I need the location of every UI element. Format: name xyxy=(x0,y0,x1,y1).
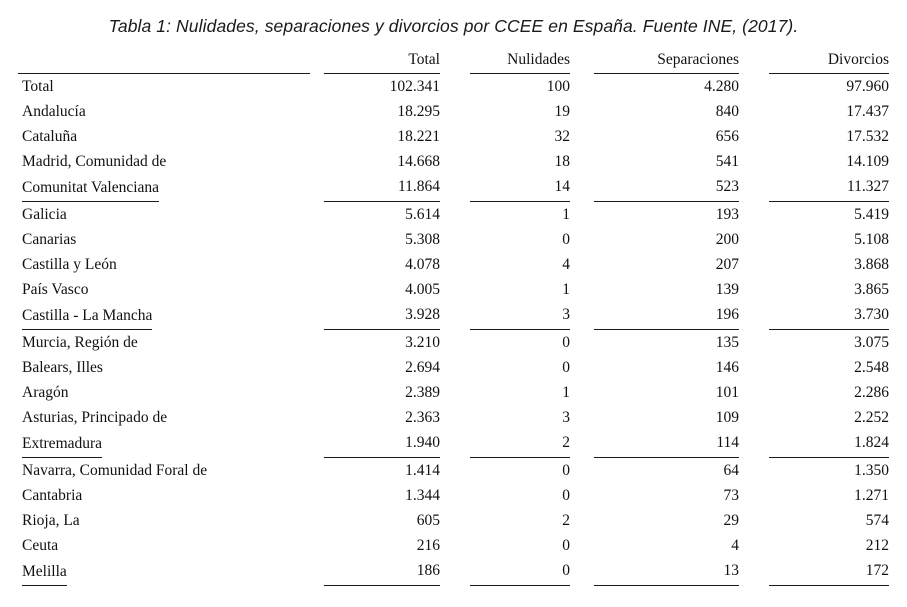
row-gap-3 xyxy=(570,277,594,302)
row-gap-4 xyxy=(739,149,769,174)
table-row xyxy=(18,149,889,174)
cell-total xyxy=(324,302,440,330)
row-gap-3 xyxy=(570,355,594,380)
cell-total xyxy=(324,430,440,458)
cell-divorcios: 2.286 xyxy=(854,384,889,401)
cell-total: 3.210 xyxy=(405,334,440,351)
row-gap-2 xyxy=(440,74,470,100)
cell-divorcios: 2.252 xyxy=(854,409,889,426)
cell-divorcios xyxy=(769,558,889,586)
row-gap-4 xyxy=(739,508,769,533)
row-gap-1 xyxy=(310,330,324,355)
cell-divorcios: 574 xyxy=(865,512,889,529)
row-label: Castilla y León xyxy=(22,256,117,273)
row-gap-1 xyxy=(310,74,324,100)
row-gap-2 xyxy=(440,227,470,252)
cell-divorcios xyxy=(769,302,889,330)
row-gap-1 xyxy=(310,458,324,483)
row-gap-4 xyxy=(739,355,769,380)
cell-separaciones: 207 xyxy=(715,256,739,273)
cell-total xyxy=(324,174,440,202)
table-row xyxy=(18,99,889,124)
cell-divorcios: 17.532 xyxy=(846,128,889,145)
row-gap-3 xyxy=(570,405,594,430)
row-gap-4 xyxy=(739,558,769,586)
row-gap-4 xyxy=(739,277,769,302)
row-gap-3 xyxy=(570,252,594,277)
cell-nulidades: 100 xyxy=(546,78,570,95)
table-caption: Tabla 1: Nulidades, separaciones y divorcios por CCEE en España. Fuente INE, (2017). xyxy=(108,16,799,36)
cell-separaciones: 101 xyxy=(715,384,739,401)
cell-total: 2.389 xyxy=(405,384,440,401)
row-label xyxy=(18,302,310,330)
cell-nulidades xyxy=(470,174,570,202)
cell-nulidades: 19 xyxy=(554,103,570,120)
cell-separaciones: 139 xyxy=(715,281,739,298)
row-gap-2 xyxy=(440,483,470,508)
cell-separaciones: 840 xyxy=(715,103,739,120)
cell-nulidades-text: 2 xyxy=(470,430,570,458)
row-gap-4 xyxy=(739,124,769,149)
table-row xyxy=(18,202,889,227)
cell-nulidades: 2 xyxy=(562,512,570,529)
row-gap-4 xyxy=(739,330,769,355)
row-gap-1 xyxy=(310,302,324,330)
row-gap-1 xyxy=(310,355,324,380)
cell-divorcios: 3.868 xyxy=(854,256,889,273)
header-row xyxy=(18,51,889,73)
table-row xyxy=(18,74,889,100)
row-gap-2 xyxy=(440,508,470,533)
row-gap-4 xyxy=(739,74,769,100)
cell-divorcios: 1.350 xyxy=(854,462,889,479)
cell-total: 5.308 xyxy=(405,231,440,248)
table-row xyxy=(18,508,889,533)
table-row xyxy=(18,302,889,330)
cell-separaciones: 73 xyxy=(723,487,739,504)
table-row xyxy=(18,355,889,380)
cell-nulidades: 1 xyxy=(562,384,570,401)
row-gap-2 xyxy=(440,380,470,405)
row-gap-1 xyxy=(310,202,324,227)
row-gap-2 xyxy=(440,149,470,174)
cell-separaciones: 193 xyxy=(715,206,739,223)
row-gap-4 xyxy=(739,227,769,252)
cell-nulidades: 32 xyxy=(554,128,570,145)
cell-nulidades: 0 xyxy=(562,359,570,376)
cell-separaciones: 29 xyxy=(723,512,739,529)
cell-divorcios-text: 172 xyxy=(769,558,889,586)
cell-nulidades xyxy=(470,558,570,586)
table-row xyxy=(18,124,889,149)
cell-total: 102.341 xyxy=(389,78,440,95)
cell-total: 18.221 xyxy=(397,128,440,145)
cell-separaciones: 4 xyxy=(731,537,739,554)
cell-divorcios xyxy=(769,174,889,202)
cell-total-text: 1.940 xyxy=(324,430,440,458)
row-gap-1 xyxy=(310,99,324,124)
column-header-total: Total xyxy=(408,51,440,68)
row-gap-4 xyxy=(739,302,769,330)
column-header-separaciones: Separaciones xyxy=(657,51,739,68)
cell-separaciones: 541 xyxy=(715,153,739,170)
row-label: Murcia, Región de xyxy=(22,334,138,351)
cell-nulidades: 1 xyxy=(562,281,570,298)
cell-nulidades: 0 xyxy=(562,487,570,504)
row-gap-4 xyxy=(739,252,769,277)
table-row xyxy=(18,174,889,202)
row-label: Total xyxy=(22,78,54,95)
cell-divorcios: 2.548 xyxy=(854,359,889,376)
cell-total: 5.614 xyxy=(405,206,440,223)
row-gap-2 xyxy=(440,405,470,430)
table-row xyxy=(18,227,889,252)
cell-separaciones: 135 xyxy=(715,334,739,351)
cell-divorcios: 212 xyxy=(865,537,889,554)
row-gap-1 xyxy=(310,533,324,558)
row-gap-4 xyxy=(739,380,769,405)
row-gap-2 xyxy=(440,533,470,558)
divorce-statistics-table xyxy=(18,51,889,586)
cell-total: 216 xyxy=(416,537,440,554)
cell-total: 14.668 xyxy=(397,153,440,170)
cell-total: 2.694 xyxy=(405,359,440,376)
row-gap-1 xyxy=(310,149,324,174)
cell-nulidades: 0 xyxy=(562,537,570,554)
row-gap-4 xyxy=(739,174,769,202)
table-row xyxy=(18,483,889,508)
row-gap-1 xyxy=(310,227,324,252)
cell-separaciones xyxy=(594,302,739,330)
cell-total: 2.363 xyxy=(405,409,440,426)
row-gap-2 xyxy=(440,202,470,227)
cell-nulidades-text: 3 xyxy=(470,302,570,330)
row-gap-3 xyxy=(570,124,594,149)
column-header-divorcios: Divorcios xyxy=(827,51,889,68)
cell-nulidades: 3 xyxy=(562,409,570,426)
row-label: Aragón xyxy=(22,384,69,401)
row-label: Andalucía xyxy=(22,103,86,120)
cell-nulidades: 1 xyxy=(562,206,570,223)
row-gap-3 xyxy=(570,558,594,586)
row-gap-4 xyxy=(739,99,769,124)
row-gap-1 xyxy=(310,124,324,149)
row-label: Asturias, Principado de xyxy=(22,409,168,426)
cell-total: 605 xyxy=(416,512,440,529)
cell-divorcios: 17.437 xyxy=(846,103,889,120)
cell-total-text: 11.864 xyxy=(324,174,440,202)
cell-total xyxy=(324,558,440,586)
row-gap-2 xyxy=(440,99,470,124)
row-gap-1 xyxy=(310,174,324,202)
row-gap-2 xyxy=(440,302,470,330)
table-container xyxy=(0,51,907,586)
cell-divorcios: 5.108 xyxy=(854,231,889,248)
cell-nulidades: 18 xyxy=(554,153,570,170)
row-label: Cataluña xyxy=(22,128,78,145)
row-gap-2 xyxy=(440,330,470,355)
row-gap-3 xyxy=(570,99,594,124)
table-row xyxy=(18,430,889,458)
header-gap-1 xyxy=(310,51,324,73)
cell-separaciones: 200 xyxy=(715,231,739,248)
row-label-text: Comunitat Valenciana xyxy=(22,175,159,202)
row-gap-1 xyxy=(310,558,324,586)
row-gap-3 xyxy=(570,302,594,330)
row-gap-4 xyxy=(739,202,769,227)
cell-nulidades-text: 14 xyxy=(470,174,570,202)
cell-separaciones: 109 xyxy=(715,409,739,426)
row-gap-3 xyxy=(570,430,594,458)
cell-separaciones xyxy=(594,430,739,458)
row-gap-3 xyxy=(570,380,594,405)
table-row xyxy=(18,533,889,558)
table-row xyxy=(18,380,889,405)
cell-divorcios-text: 11.327 xyxy=(769,174,889,202)
cell-separaciones: 656 xyxy=(715,128,739,145)
cell-divorcios: 1.271 xyxy=(854,487,889,504)
row-gap-2 xyxy=(440,458,470,483)
table-row xyxy=(18,405,889,430)
table-body xyxy=(18,74,889,587)
cell-nulidades: 0 xyxy=(562,334,570,351)
column-header-nulidades: Nulidades xyxy=(507,51,570,68)
table-row xyxy=(18,252,889,277)
header-gap-2 xyxy=(440,51,470,73)
row-label: Madrid, Comunidad de xyxy=(22,153,167,170)
table-header xyxy=(18,51,889,74)
cell-divorcios: 14.109 xyxy=(846,153,889,170)
row-gap-1 xyxy=(310,508,324,533)
cell-separaciones: 146 xyxy=(715,359,739,376)
row-gap-4 xyxy=(739,483,769,508)
row-label xyxy=(18,558,310,586)
cell-separaciones-text: 13 xyxy=(594,558,739,586)
row-label: País Vasco xyxy=(22,281,89,298)
cell-divorcios: 97.960 xyxy=(846,78,889,95)
column-header-region xyxy=(18,51,310,73)
row-gap-1 xyxy=(310,252,324,277)
cell-divorcios-text: 3.730 xyxy=(769,302,889,330)
row-label xyxy=(18,430,310,458)
row-gap-4 xyxy=(739,405,769,430)
row-gap-3 xyxy=(570,202,594,227)
cell-divorcios: 3.075 xyxy=(854,334,889,351)
row-gap-2 xyxy=(440,430,470,458)
table-row xyxy=(18,458,889,483)
cell-nulidades: 4 xyxy=(562,256,570,273)
row-gap-4 xyxy=(739,458,769,483)
cell-total: 1.414 xyxy=(405,462,440,479)
row-gap-2 xyxy=(440,252,470,277)
row-gap-3 xyxy=(570,149,594,174)
row-gap-1 xyxy=(310,430,324,458)
cell-divorcios-text: 1.824 xyxy=(769,430,889,458)
cell-separaciones: 64 xyxy=(723,462,739,479)
cell-separaciones-text: 523 xyxy=(594,174,739,202)
row-gap-3 xyxy=(570,330,594,355)
cell-total: 18.295 xyxy=(397,103,440,120)
row-gap-1 xyxy=(310,483,324,508)
row-gap-2 xyxy=(440,558,470,586)
table-row xyxy=(18,330,889,355)
row-label-text: Extremadura xyxy=(22,431,102,458)
cell-separaciones-text: 114 xyxy=(594,430,739,458)
cell-total: 4.005 xyxy=(405,281,440,298)
row-label: Ceuta xyxy=(22,537,59,554)
cell-separaciones: 4.280 xyxy=(704,78,739,95)
row-gap-4 xyxy=(739,430,769,458)
cell-divorcios: 3.865 xyxy=(854,281,889,298)
cell-separaciones xyxy=(594,174,739,202)
row-gap-1 xyxy=(310,277,324,302)
row-gap-4 xyxy=(739,533,769,558)
cell-nulidades-text: 0 xyxy=(470,558,570,586)
cell-nulidades xyxy=(470,302,570,330)
cell-total: 1.344 xyxy=(405,487,440,504)
cell-total-text: 3.928 xyxy=(324,302,440,330)
cell-nulidades: 0 xyxy=(562,462,570,479)
row-gap-3 xyxy=(570,483,594,508)
row-gap-1 xyxy=(310,405,324,430)
table-row xyxy=(18,558,889,586)
cell-separaciones-text: 196 xyxy=(594,302,739,330)
row-gap-2 xyxy=(440,277,470,302)
cell-total-text: 186 xyxy=(324,558,440,586)
row-gap-2 xyxy=(440,174,470,202)
row-label-text: Castilla - La Mancha xyxy=(22,303,152,330)
row-gap-3 xyxy=(570,227,594,252)
row-gap-3 xyxy=(570,174,594,202)
row-label: Canarias xyxy=(22,231,77,248)
cell-separaciones xyxy=(594,558,739,586)
row-gap-3 xyxy=(570,458,594,483)
cell-divorcios xyxy=(769,430,889,458)
cell-total: 4.078 xyxy=(405,256,440,273)
row-label xyxy=(18,174,310,202)
row-label: Balears, Illes xyxy=(22,359,103,376)
cell-nulidades xyxy=(470,430,570,458)
table-row xyxy=(18,277,889,302)
cell-divorcios: 5.419 xyxy=(854,206,889,223)
row-gap-2 xyxy=(440,124,470,149)
row-label: Galicia xyxy=(22,206,67,223)
row-label: Cantabria xyxy=(22,487,83,504)
header-gap-3 xyxy=(570,51,594,73)
row-gap-3 xyxy=(570,74,594,100)
row-gap-2 xyxy=(440,355,470,380)
cell-nulidades: 0 xyxy=(562,231,570,248)
row-label: Rioja, La xyxy=(22,512,80,529)
row-gap-3 xyxy=(570,533,594,558)
row-gap-1 xyxy=(310,380,324,405)
row-label: Navarra, Comunidad Foral de xyxy=(22,462,208,479)
row-label-text: Melilla xyxy=(22,559,67,586)
row-gap-3 xyxy=(570,508,594,533)
header-gap-4 xyxy=(739,51,769,73)
